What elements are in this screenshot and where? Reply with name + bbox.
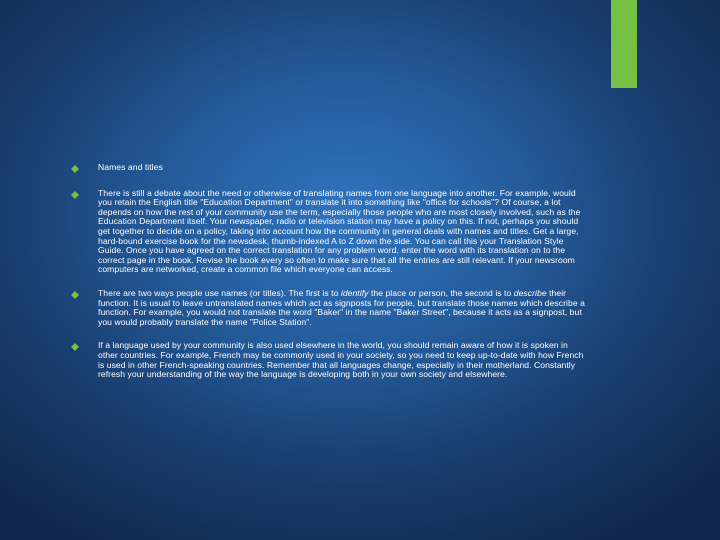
bullet-text — [98, 289, 590, 327]
bullet-text-segment: Names and titles — [98, 162, 163, 172]
bullet-item-language-awareness — [68, 341, 590, 379]
bullet-text-emphasis: identify — [340, 287, 369, 298]
diamond-bullet-icon — [71, 343, 79, 351]
diamond-bullet-icon — [71, 165, 79, 173]
bullet-text-segment: If a language used by your community is also used elsewhere in the world, you should remain aware of how it is spoken in other countries. For example, French may be commonly used in your society, so you need to keep up-to-date with how French is used in other French-speaking countries. Remember that all languages change, especially in their motherland. Constantly refresh your understanding of the way the language is developing both in your own society and elsewhere. — [98, 340, 584, 380]
bullet-item-translation-debate — [68, 189, 590, 275]
bullet-text-segment: There is still a debate about the need or otherwise of translating names from one language into another. For example, would you retain the English title "Education Department" or translate it into something like "office for schools"? Of course, a lot depends on how the rest of your community use the term, especially those people who are most closely involved, such as the Education Department itself. Your newspaper, radio or television station may have a policy on this. If not, perhaps you should get together to decide on a policy, taking into account how the community in general deals with names and titles. Get a large, hard-bound exercise book for the newsdesk, thumb-indexed A to Z down the side. You can call this your Translation Style Guide. Once you have agreed on the correct translation for any problem word, enter the word with its translation on to the correct page in the book. Revise the book every so often to make sure that all the entries are still relevant. If your newsroom computers are networked, create a common file which everyone can access. — [98, 187, 581, 275]
bullet-text-emphasis: describe — [513, 287, 547, 298]
bullet-item-two-ways — [68, 289, 590, 327]
accent-bar — [611, 0, 637, 88]
bullet-text-segment: There are two ways people use names (or titles). The first is to — [98, 287, 341, 298]
bullet-text — [98, 189, 590, 275]
bullet-text-segment: the place or person, the second is to — [368, 287, 514, 298]
slide-content — [68, 163, 590, 393]
bullet-item-names-and-titles — [68, 163, 590, 173]
bullet-text — [98, 163, 590, 173]
diamond-bullet-icon — [71, 191, 79, 199]
bullet-text — [98, 341, 590, 379]
bullet-text-segment: their function. It is usual to leave untranslated names which act as signposts for people, but translate those names which describe a function. For example, you would not translate the word "Baker" in the name "Baker Street", because it acts as a signpost, but you would probably translate the name "Police Station". — [98, 287, 585, 327]
diamond-bullet-icon — [71, 291, 79, 299]
